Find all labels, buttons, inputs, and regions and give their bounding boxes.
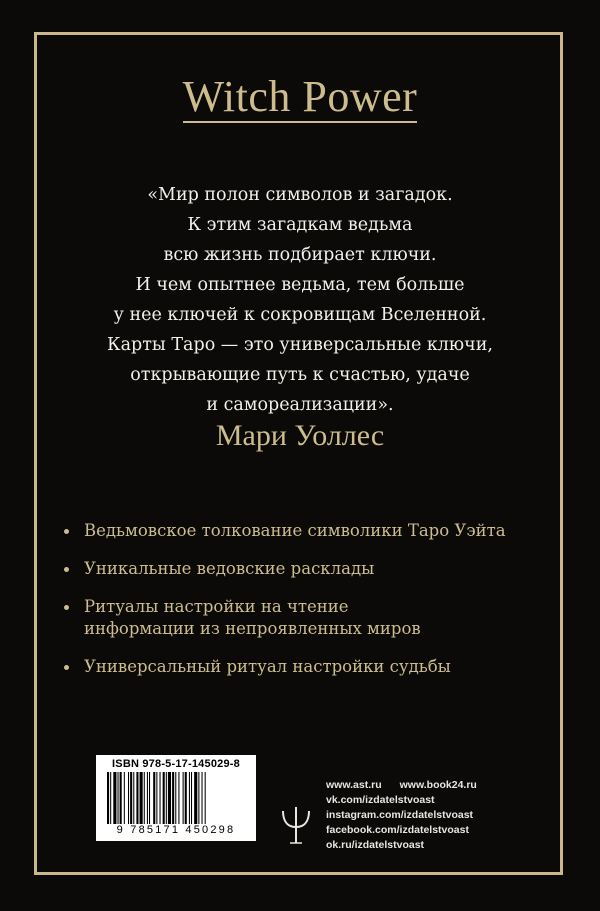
bullet-dot-icon [64, 529, 69, 534]
feature-list-item [62, 558, 552, 580]
feature-text: Ведьмовское толкование символики Таро Уэйта [84, 521, 506, 540]
feature-list-item [62, 520, 552, 542]
link-facebook[interactable]: facebook.com/izdatelstvoast [326, 824, 469, 836]
feature-list [62, 520, 552, 694]
isbn-label: ISBN 978-5-17-145029-8 [112, 758, 240, 770]
feature-list-item [62, 656, 552, 678]
quote-line: И чем опытнее ведьма, тем больше [135, 275, 465, 295]
link-vk[interactable]: vk.com/izdatelstvoast [326, 794, 435, 806]
feature-text: Ритуалы настройки на чтение [84, 597, 349, 616]
feature-text: Уникальные ведовские расклады [84, 559, 375, 578]
quote-line: Карты Таро — это универсальные ключи, [107, 335, 493, 355]
feature-text: Универсальный ритуал настройки судьбы [84, 657, 451, 676]
quote-line: «Мир полон символов и загадок. [147, 185, 453, 205]
link-instagram[interactable]: instagram.com/izdatelstvoast [326, 809, 474, 821]
quote-line: у нее ключей к сокровищам Вселенной. [113, 305, 487, 325]
book-title [0, 72, 600, 123]
quote-line: и самореализации». [206, 395, 394, 415]
feature-list-item [62, 596, 552, 640]
isbn-barcode [96, 755, 256, 841]
bullet-dot-icon [64, 567, 69, 572]
link-ast[interactable]: www.ast.ru [326, 779, 382, 791]
link-ok[interactable]: ok.ru/izdatelstvoast [326, 839, 425, 851]
bullet-dot-icon [64, 605, 69, 610]
book-title-text: Witch Power [182, 72, 418, 121]
website-row [326, 778, 546, 793]
quote-author: Мари Уоллес [215, 419, 385, 452]
feature-text: информации из непроявленных миров [84, 619, 421, 638]
quote-line: всю жизнь подбирает ключи. [163, 245, 437, 265]
psi-symbol-icon [279, 805, 313, 845]
bullet-dot-icon [64, 665, 69, 670]
quote-block [0, 180, 600, 420]
quote-line: открывающие путь к счастью, удаче [130, 365, 470, 385]
quote-line: К этим загадкам ведьма [187, 215, 413, 235]
publisher-links [326, 778, 546, 853]
ean-digits: 9 785171 450298 [116, 824, 236, 836]
link-book24[interactable]: www.book24.ru [399, 779, 477, 791]
barcode-bars-icon [106, 772, 246, 824]
